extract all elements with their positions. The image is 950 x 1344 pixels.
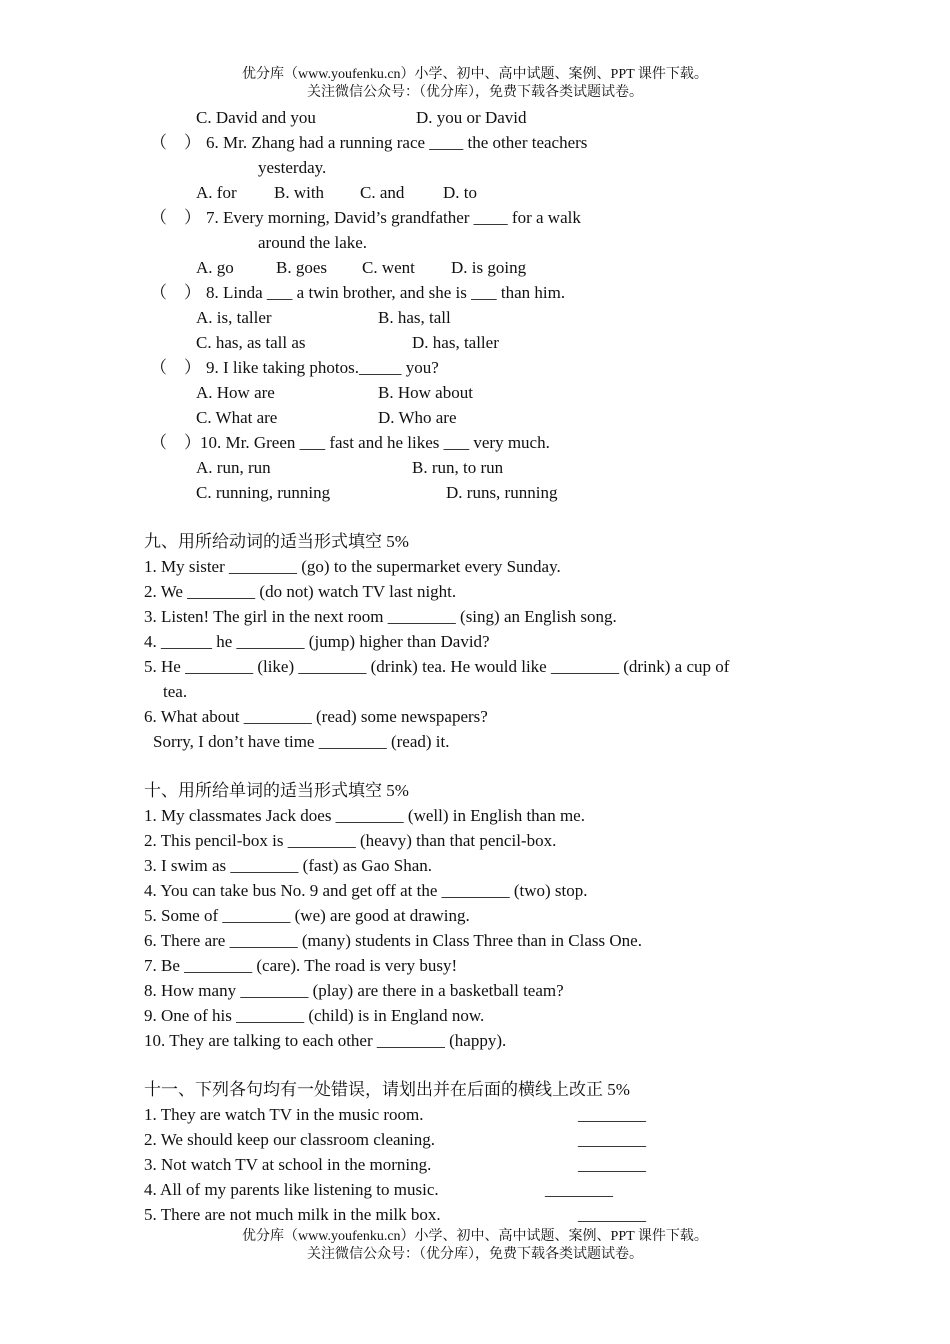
s11-answer-blank-4: ________ [545, 1180, 613, 1199]
s11-answer-blank-5: ________ [578, 1205, 646, 1224]
q9-answer-paren: （ ） [150, 358, 201, 377]
section-11-title: 十一、下列各句均有一处错误，请划出并在后面的横线上改正 5% [144, 1080, 630, 1099]
q8-stem: 8. Linda ___ a twin brother, and she is ___ than him. [206, 283, 566, 302]
q9-stem: 9. I like taking photos._____ you? [206, 358, 439, 377]
s10-item-5: 5. Some of ________ (we) are good at drawing. [144, 906, 470, 925]
q8-option-d: D. has, taller [412, 333, 499, 352]
section-10-title: 十、用所给单词的适当形式填空 5% [144, 781, 409, 800]
q6-answer-paren: （ ） [150, 133, 201, 152]
s11-answer-blank-2: ________ [578, 1130, 646, 1149]
q7-option-a: A. go [196, 258, 234, 277]
q6-option-c: C. and [360, 183, 405, 202]
page-footer [0, 1228, 950, 1264]
page-header [0, 66, 950, 102]
q6-stem-cont: yesterday. [258, 158, 327, 177]
s9-item-6: 6. What about ________ (read) some newspapers? [144, 707, 488, 726]
footer-line-1: 优分库（www.youfenku.cn）小学、初中、高中试题、案例、PPT 课件下载。 [242, 1229, 708, 1244]
q9-option-b: B. How about [378, 383, 473, 402]
s10-item-6: 6. There are ________ (many) students in Class Three than in Class One. [144, 931, 642, 950]
s9-item-5-cont: tea. [163, 682, 188, 701]
q6-option-b: B. with [274, 183, 325, 202]
s9-item-1: 1. My sister ________ (go) to the supermarket every Sunday. [144, 557, 561, 576]
q10-option-d: D. runs, running [446, 483, 558, 502]
q9-option-c: C. What are [196, 408, 278, 427]
q6-option-a: A. for [196, 183, 237, 202]
s11-item-1: 1. They are watch TV in the music room. [144, 1105, 424, 1124]
q9-option-a: A. How are [196, 383, 275, 402]
q5-option-d: D. you or David [416, 108, 527, 127]
s11-answer-blank-3: ________ [578, 1155, 646, 1174]
s10-item-3: 3. I swim as ________ (fast) as Gao Shan. [144, 856, 433, 875]
s10-item-1: 1. My classmates Jack does ________ (well) in English than me. [144, 806, 585, 825]
q8-option-b: B. has, tall [378, 308, 451, 327]
s11-item-3: 3. Not watch TV at school in the morning. [144, 1155, 432, 1174]
q10-option-a: A. run, run [196, 458, 271, 477]
header-line-2: 关注微信公众号：（优分库），免费下载各类试题试卷。 [307, 85, 643, 100]
q9-option-d: D. Who are [378, 408, 457, 427]
s10-item-7: 7. Be ________ (care). The road is very busy! [144, 956, 458, 975]
q7-stem-cont: around the lake. [258, 233, 368, 252]
q8-option-c: C. has, as tall as [196, 333, 306, 352]
s11-item-5: 5. There are not much milk in the milk box. [144, 1205, 441, 1224]
q7-stem: 7. Every morning, David’s grandfather ____ for a walk [206, 208, 581, 227]
s10-item-4: 4. You can take bus No. 9 and get off at the ________ (two) stop. [144, 881, 588, 900]
q7-option-c: C. went [362, 258, 415, 277]
q10-option-c: C. running, running [196, 483, 331, 502]
q8-option-a: A. is, taller [196, 308, 272, 327]
s10-item-9: 9. One of his ________ (child) is in England now. [144, 1006, 485, 1025]
q7-option-b: B. goes [276, 258, 327, 277]
s10-item-8: 8. How many ________ (play) are there in a basketball team? [144, 981, 564, 1000]
s9-item-4: 4. ______ he ________ (jump) higher than David? [144, 632, 490, 651]
header-line-1: 优分库（www.youfenku.cn）小学、初中、高中试题、案例、PPT 课件下载。 [242, 67, 708, 82]
s10-item-2: 2. This pencil-box is ________ (heavy) than that pencil-box. [144, 831, 557, 850]
s9-item-2: 2. We ________ (do not) watch TV last night. [144, 582, 457, 601]
section-9-title: 九、用所给动词的适当形式填空 5% [144, 532, 409, 551]
s9-item-3: 3. Listen! The girl in the next room ________ (sing) an English song. [144, 607, 617, 626]
q5-option-c: C. David and you [196, 108, 316, 127]
footer-line-2: 关注微信公众号：（优分库），免费下载各类试题试卷。 [307, 1247, 643, 1262]
q10-answer-paren: （ ） [150, 433, 201, 452]
q7-option-d: D. is going [451, 258, 527, 277]
q7-answer-paren: （ ） [150, 208, 201, 227]
q6-stem: 6. Mr. Zhang had a running race ____ the other teachers [206, 133, 588, 152]
q10-stem: 10. Mr. Green ___ fast and he likes ___ very much. [200, 433, 550, 452]
s9-item-5: 5. He ________ (like) ________ (drink) tea. He would like ________ (drink) a cup of [144, 657, 730, 676]
s11-item-2: 2. We should keep our classroom cleaning. [144, 1130, 436, 1149]
s11-item-4: 4. All of my parents like listening to music. [144, 1180, 439, 1199]
s9-item-6-answer: Sorry, I don’t have time ________ (read) it. [153, 732, 450, 751]
q6-option-d: D. to [443, 183, 477, 202]
s10-item-10: 10. They are talking to each other ________ (happy). [144, 1031, 507, 1050]
q10-option-b: B. run, to run [412, 458, 504, 477]
s11-answer-blank-1: ________ [578, 1105, 646, 1124]
q8-answer-paren: （ ） [150, 283, 201, 302]
